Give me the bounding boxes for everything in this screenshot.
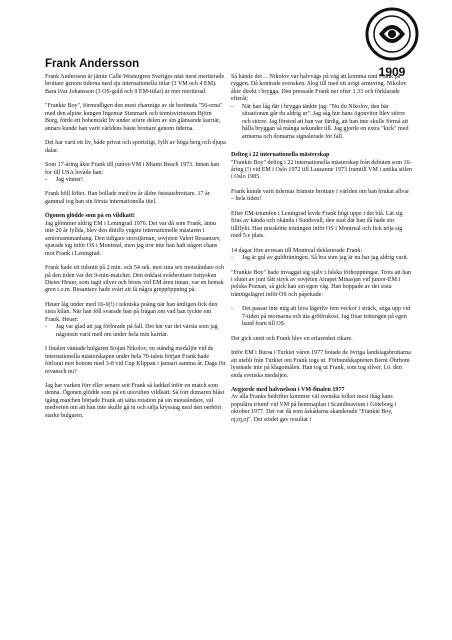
paragraph bbox=[231, 350, 413, 380]
text: Frank kunde varit tidernas främste brottare i världen om han brukat allvar – hela tiden! bbox=[231, 188, 410, 203]
text: Avgjorde med halvnelson i VM-finalen 1977 bbox=[231, 386, 345, 393]
quote-line bbox=[231, 104, 413, 141]
quote-line bbox=[231, 306, 413, 328]
text: "Frankie Boy", förmodligen den mest charmige av de berömda "56-orna" med den alpine kungen Ingemar Stenmark och tennisvirtuosen Björn Borg, förde ett bohemiskt liv under större delen av sin glänsande karriär, annars kunde han varit världens bäste brottare genom tiderna. bbox=[45, 103, 223, 132]
text: Det har varit ett liv, både privat och sportsligt, fyllt av höga berg och djupa dalar. bbox=[45, 140, 226, 154]
text: Det gick snett och Frank blev en erfarenhet rikare. bbox=[231, 335, 353, 342]
text: Heuer låg under med 16-0(!) i tekniska poäng när han äntligen fick den sista kilan. När han föll svarade han på frågan om vad han tyckte om Frank. Heuer: bbox=[45, 301, 218, 323]
text: Jag vinner! bbox=[56, 176, 84, 183]
text: Ögonen glödde som på en vildkatt! bbox=[45, 213, 135, 220]
paragraph bbox=[45, 383, 226, 420]
text: När han låg där i brygga tänkte jag: "Nu du Nikolov, den här situationen går du aldrig ur". Jag såg hur hans ögonvitor blev större och större. Jag förstod att han var färdig, att han inte skulle förmå att hålla bryggan så många sekunder till. Jag gjorde en extra "kick" med armarna och domarna signalerade för fall. bbox=[242, 103, 409, 140]
section-heading bbox=[231, 152, 413, 159]
quote-line bbox=[45, 324, 226, 339]
page-title: Frank Andersson bbox=[45, 58, 140, 70]
dash-marker: - bbox=[231, 255, 234, 262]
text: "Frankie Boy" hade invaggat sig själv i falska förhoppningar. Trots att han i slutet av juni fått stryk av sovjeten Airapet Minasjan vid junior-EM i polska Poznan, så gick han sin egen väg. Han hoppade av det sista träningslägret inför OS och påpekade: bbox=[231, 269, 411, 298]
quote-line bbox=[231, 255, 413, 262]
paragraph bbox=[45, 346, 226, 376]
text: Frank Andersson är jämte Calle Westergren Sveriges näst mest meriterade brottare genom tiderna med sju internationella titlar (3 VM och 4 EM). Bara Ivar Johansson (3 OS-guld och 9 EM-titlar) är mer meriterad. bbox=[45, 74, 225, 95]
paragraph bbox=[231, 248, 413, 255]
quote-line bbox=[45, 177, 226, 184]
dash-marker: - bbox=[231, 103, 234, 110]
paragraph bbox=[231, 270, 413, 300]
dash-marker: - bbox=[45, 176, 48, 183]
paragraph bbox=[45, 162, 226, 177]
paragraph bbox=[45, 103, 226, 133]
dash-marker: - bbox=[45, 324, 48, 331]
text: Jag har varken förr eller senare sett Frank så laddad inför en match som denna. Ögonen glödde som på en utsvulten vildkatt. Så fort domaren blåst igång matchen började Frank att sätta rotation på sin motståndare, väl medveten om att han inte skulle gå in och sälja krysstag med den oerhört starke bulgaren. bbox=[45, 382, 225, 419]
seal-year: 1909 bbox=[378, 65, 406, 79]
paragraph bbox=[231, 160, 413, 182]
paragraph bbox=[45, 302, 226, 324]
paragraph bbox=[231, 336, 413, 343]
dash-marker: - bbox=[231, 306, 234, 313]
paragraph bbox=[231, 189, 413, 204]
text: "Frankie Boy" deltog i 22 internationella mästerskap från debuten som 16-åring (!) vid EM i Oslo 1972 till Lausanne 1973 framtill VM i antika stilen i Oslo 1985. bbox=[231, 159, 412, 181]
left-column bbox=[45, 74, 226, 427]
text: Jag var glad att jag förlorade på fall. Det här var det värsta som jag någonsin varit med om under hela min karriär. bbox=[56, 324, 218, 338]
club-seal-logo bbox=[362, 4, 422, 84]
paragraph bbox=[231, 211, 413, 241]
paragraph bbox=[45, 74, 226, 96]
right-column bbox=[231, 74, 413, 431]
paragraph bbox=[45, 265, 226, 295]
text: Frank höll löftet. Han bollade med tre år äldre öststatsbrottare. 17 år gammal tog han sin första internationella titel. bbox=[45, 191, 210, 205]
text: Jag glömmer aldrig EM i Leningrad 1976. Det var då som Frank, ännu inte 20 år fyllda, blev den dittills yngste internationelle mästaren i seniorsammanhang. Den tidigare storstjärnan, sovjeten Valeri Resantsev, sparade sig inför OS i Montreal, men jag tror inte han haft någon chans mot Frank i Leningrad. bbox=[45, 220, 221, 257]
text: 14 dagar före avresan till Montreal deklarerade Frank: bbox=[231, 247, 363, 254]
paragraph bbox=[45, 191, 226, 206]
paragraph bbox=[231, 394, 413, 424]
paragraph bbox=[231, 74, 413, 104]
text: Så hände det… Nikolov var halvvägs på väg att komma runt Frank på ryggen. Då kontrade svensken. Slog till med ett avigt armsving. Nikolov åkte direkt i brygga. Den pressade Frank ner efter 1.33 och förklarade efteråt: bbox=[231, 74, 407, 103]
text: Inför EM i Bursa i Turkiet våren 1977 hotade de övriga landslagsbrottarna att utebli från Turkiet om Frank togs ut. Förbundskaptenen Bernt Öhrbom lyssnade inte på klagomålen. Han tog ut Frank, som tog silver, f.ö. den enda svenska medaljen. bbox=[231, 350, 411, 379]
paragraph bbox=[45, 221, 226, 258]
text: Efter EM-triumfen i Leningrad levde Frank högt uppe i det blå. Lät sig firas av kända och okända i Sundsvall, den stad där han då hade sin tillflykt. Han misskötte träningen inför OS i Montreal och fick nöja sig med 5:e plats. bbox=[231, 210, 403, 240]
text: I finalen väntade bulgaren Stojan Nikolov, en ständig medaljör vid de internationella mästerskapen under hela 70-talets början Frank hade förlorat mot honom med 3-8 vid Cup Klippan i januari samma år. Dags för revansch nu? bbox=[45, 346, 226, 375]
text: Jag är gul av guldträningen. Så bra som jag är nu har jag aldrig varit. bbox=[242, 255, 409, 262]
text: Frank hade ett tidsnitt på 2 min. och 54 sek. mot sina sex motståndare och på den tiden var det 9-min-matcher. Den enklast svårbrottare östtysken Dieter Heuer, som tagit silver och brons vid EM åren innan, var en hemsk gren t.o.m. Resantsev hade svårt att få några greppöppning på. bbox=[45, 265, 225, 294]
section-heading bbox=[45, 213, 226, 220]
text: Som 17-åring åkte Frank till junior-VM i Miami Beach 1973. Innan han for till USA lovade han: bbox=[45, 162, 220, 176]
paragraph bbox=[45, 140, 226, 155]
text: Deltog i 22 internationella mästerskap bbox=[231, 152, 330, 159]
text: Av alla Franks bedrifter kommer väl svenska folket mest ihåg hans populära triumf vid VM på hemmaplan i Scandinavium i Göteborg i oktober 1977. Det var då som åskådarna skanderade "Frankie Boy, oj,oj,oj". Det stödet gav resultat i bbox=[231, 394, 397, 423]
text: Det passar inte mig att leva lägerliv fem veckor i sträck, stiga upp vid 7-tiden på mornarna och äta grötfrukost. Jag fixar träningen på egen hand fram till OS. bbox=[242, 306, 411, 328]
